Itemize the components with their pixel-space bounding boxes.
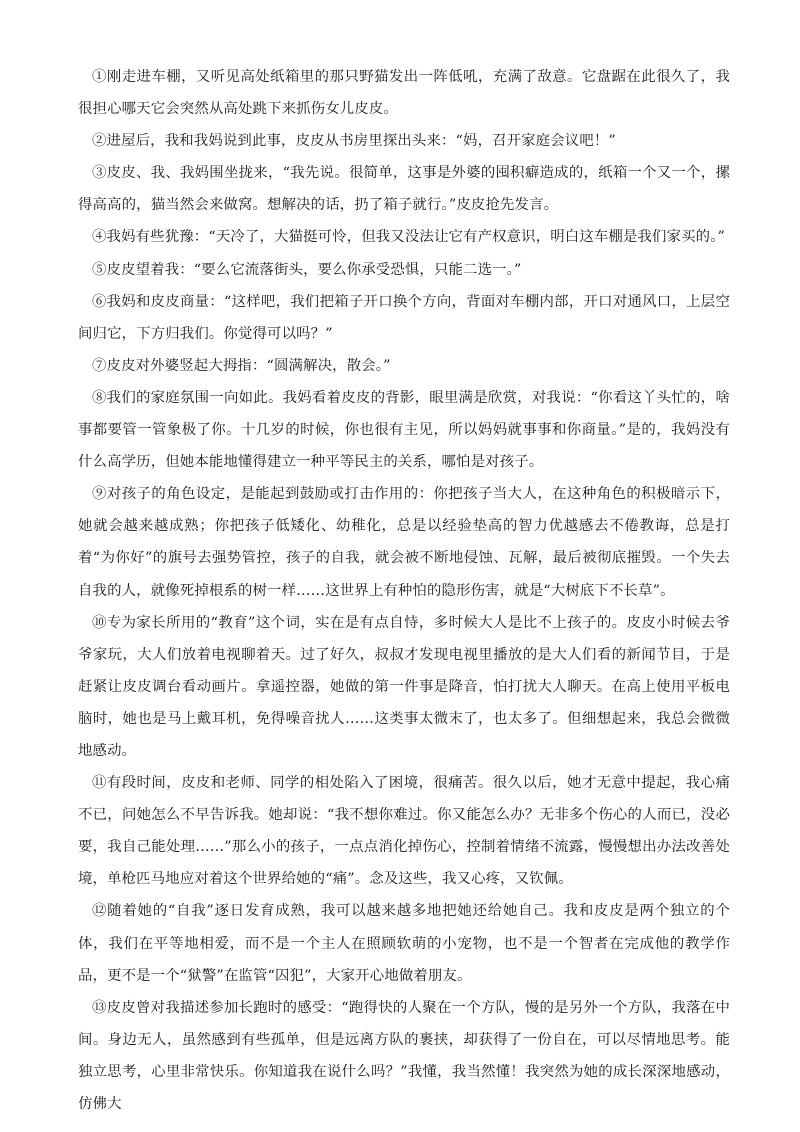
paragraph-5: ⑤皮皮望着我：“要么它流落街头，要么你承受恐惧，只能二选一。” (92, 261, 522, 278)
paragraph-2: ②进屋后，我和我妈说到此事，皮皮从书房里探出头来：“妈，召开家庭会议吧！” (92, 133, 616, 150)
paragraph-1: ①刚走进车棚，又听见高处纸箱里的那只野猫发出一阵低吼，充满了敌意。它盘踞在此很久了，我很担心哪天它会突然从高处跳下来抓伤女儿皮皮。 (78, 69, 730, 118)
paragraph-13: ⑬皮皮曾对我描述参加长跑时的感受：“跑得快的人聚在一个方队，慢的是另外一个方队，我落在中间。身边无人，虽然感到有些孤单，但是远离方队的裹挟，却获得了一份自在，可以尽情地思考。能独立思考，心里非常快乐。你知道我在说什么吗？”我懂，我当然懂！我突然为她的成长深深地感动，仿佛大 (78, 999, 730, 1112)
paragraph-8: ⑧我们的家庭氛围一向如此。我妈看着皮皮的背影，眼里满是欣赏，对我说：“你看这丫头忙的，啥事都要管一管象极了你。十几岁的时候，你也很有主见，所以妈妈就事事和你商量。”是的，我妈没有什么高学历，但她本能地懂得建立一种平等民主的关系，哪怕是对孩子。 (78, 389, 730, 471)
paragraph-3: ③皮皮、我、我妈围坐拢来，“我先说。很简单，这事是外婆的囤积癖造成的，纸箱一个又一个，摞得高高的，猫当然会来做窝。想解决的话，扔了箱子就行。”皮皮抢先发言。 (78, 165, 730, 214)
paragraph-10: ⑩专为家长所用的“教育”这个词，实在是有点自恃，多时候大人是比不上孩子的。皮皮小时候去爷爷家玩，大人们放着电视聊着天。过了好久，叔叔才发现电视里播放的是大人们看的新闻节目，于是赶紧让皮皮调台看动画片。拿遥控器，她做的第一件事是降音，怕打扰大人聊天。在高上使用平板电脑时，她也是马上戴耳机，免得噪音扰人……这类事太微末了，也太多了。但细想起来，我总会微微地感动。 (78, 614, 730, 759)
paragraph-6: ⑥我妈和皮皮商量：“这样吧，我们把箱子开口换个方向，背面对车棚内部，开口对通风口，上层空间归它，下方归我们。你觉得可以吗？” (78, 293, 730, 342)
paragraph-11: ⑪有段时间，皮皮和老师、同学的相处陷入了困境，很痛苦。很久以后，她才无意中提起，我心痛不已，问她怎么不早告诉我。她却说：“我不想你难过。你又能怎么办？无非多个伤心的人而已，没必要，我自己能处理……”那么小的孩子，一点点消化掉伤心，控制着情绪不流露，慢慢想出办法改善处境，单枪匹马地应对着这个世界给她的“痛”。念及这些，我又心疼，又钦佩。 (78, 775, 730, 888)
paragraph-12: ⑫随着她的“自我”逐日发育成熟，我可以越来越多地把她还给她自己。我和皮皮是两个独立的个体，我们在平等地相爱，而不是一个主人在照顾软萌的小宠物，也不是一个智者在完成他的教学作品，更不是一个“狱警”在监管“囚犯”，大家开心地做着朋友。 (78, 903, 730, 984)
paragraph-4: ④我妈有些犹豫：“天冷了，大猫挺可怜，但我又没法让它有产权意识，明白这车棚是我们家买的。” (92, 229, 726, 246)
article-body (78, 61, 730, 1120)
paragraph-9: ⑨对孩子的角色设定，是能起到鼓励或打击作用的：你把孩子当大人，在这种角色的积极暗示下，她就会越来越成熟；你把孩子低矮化、幼稚化，总是以经验垫高的智力优越感去不倦教诲，总是打着“为你好”的旗号去强势管控，孩子的自我，就会被不断地侵蚀、瓦解，最后被彻底摧毁。一个失去自我的人，就像死掉根系的树一样……这世界上有种怕的隐形伤害，就是“大树底下不长草”。 (78, 486, 730, 599)
paragraph-7: ⑦皮皮对外婆竖起大拇指：“圆满解决，散会。” (92, 357, 391, 374)
